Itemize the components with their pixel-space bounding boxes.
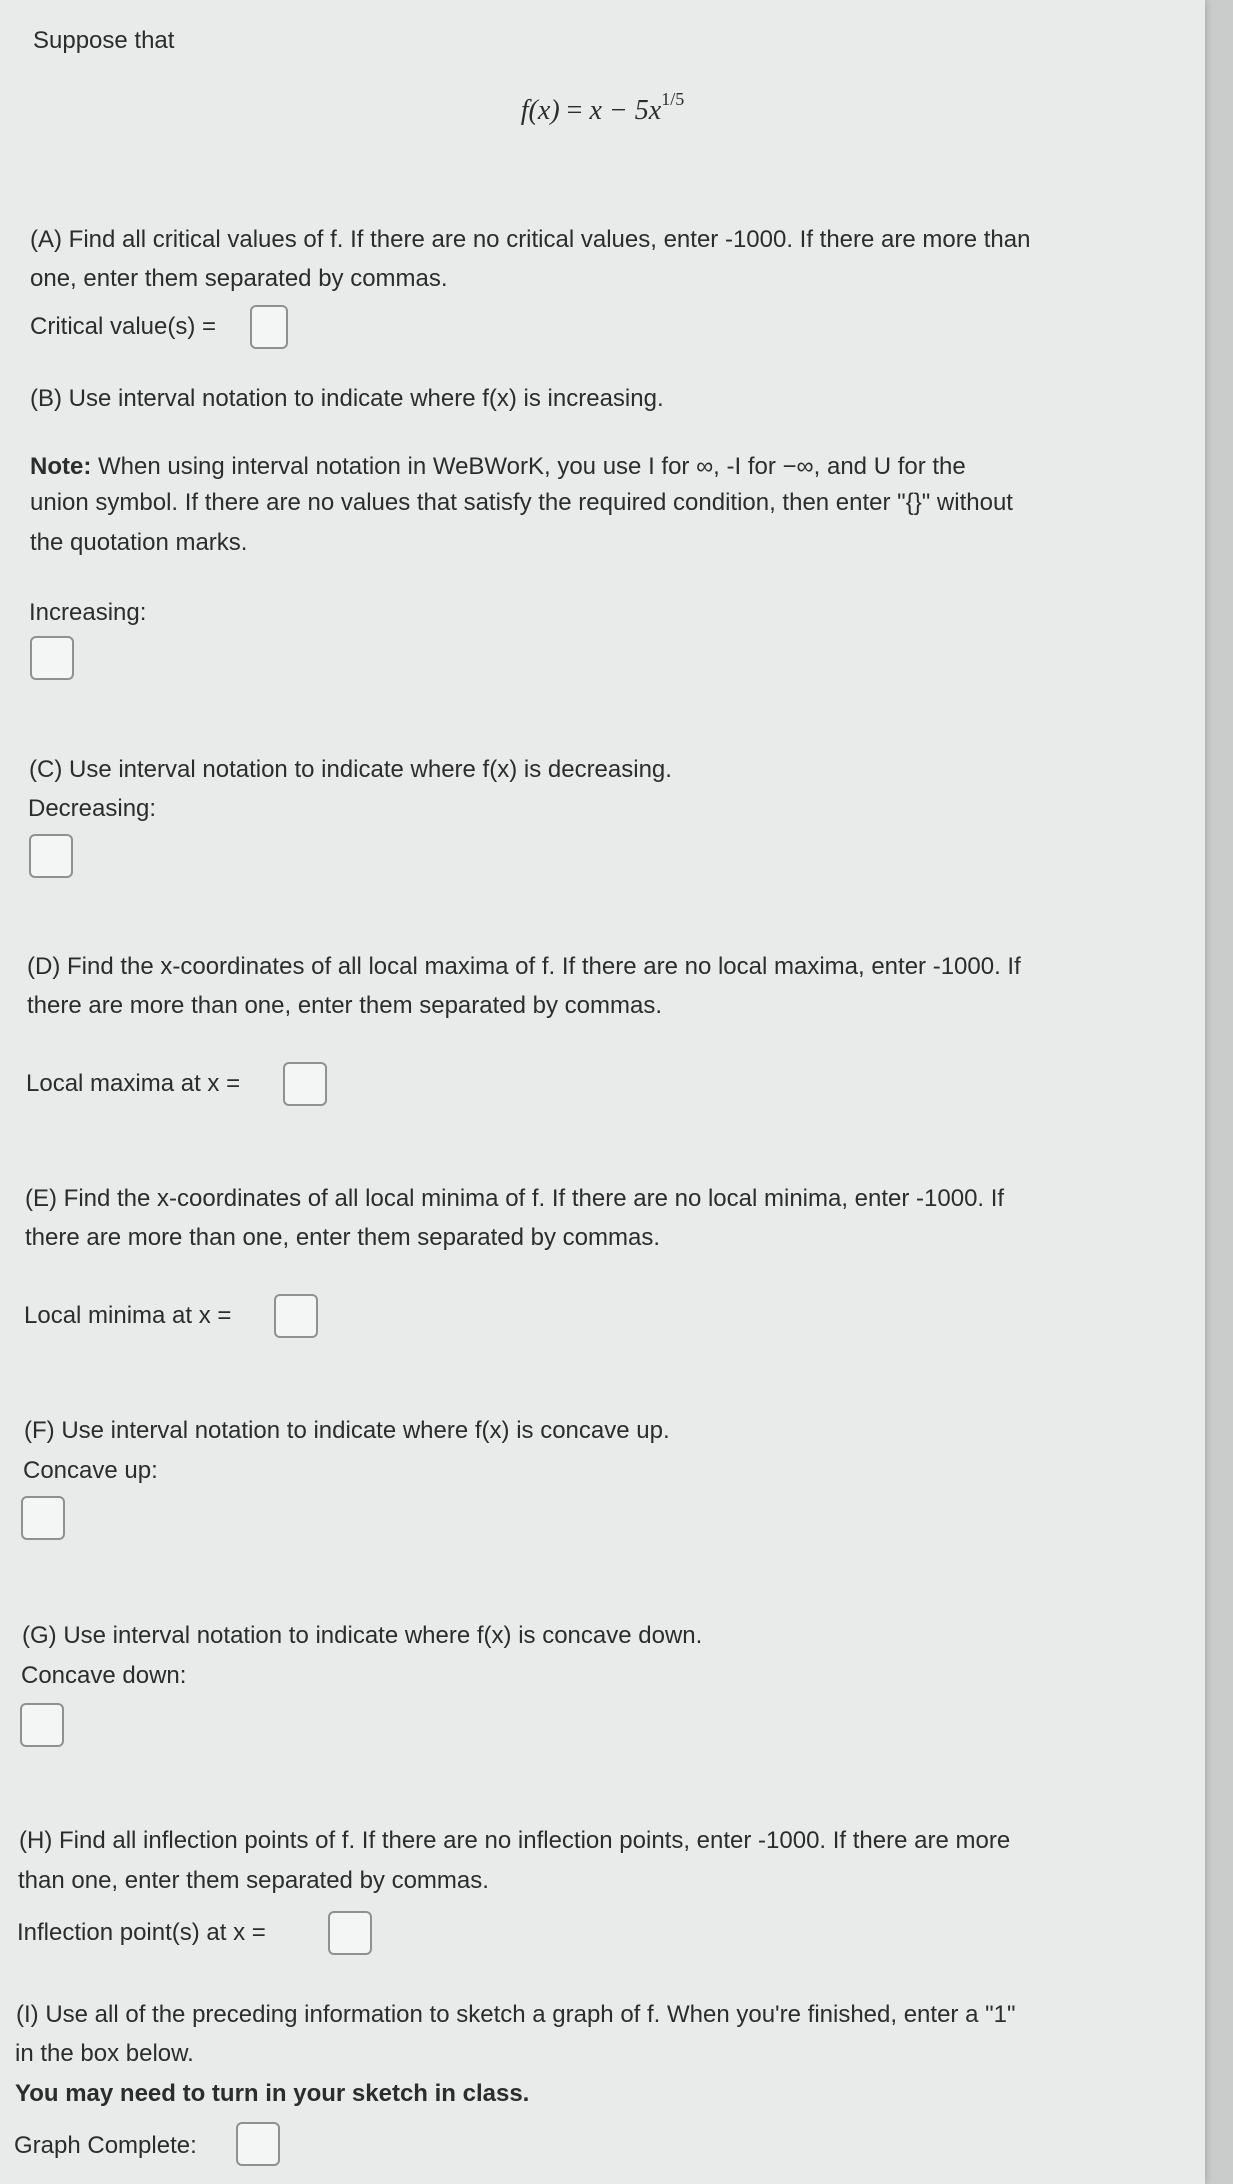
increasing-input[interactable] [30, 636, 74, 680]
formula-lhs: f(x) [520, 95, 560, 126]
part-g-line1: (G) Use interval notation to indicate where f(x) is concave down. [22, 1622, 703, 1649]
graph-complete-label: Graph Complete: [14, 2132, 197, 2159]
part-e-line1: (E) Find the x-coordinates of all local minima of f. If there are no local minima, enter -1000. If [25, 1185, 1005, 1212]
note-line2: union symbol. If there are no values that satisfy the required condition, then enter "{}" without [30, 489, 1013, 516]
sketch-note: You may need to turn in your sketch in class. [15, 2080, 530, 2107]
concave-down-label: Concave down: [21, 1662, 187, 1689]
intro-text: Suppose that [33, 27, 175, 54]
graph-complete-input[interactable] [236, 2122, 280, 2166]
formula-equals: = [566, 95, 583, 126]
part-c-line1: (C) Use interval notation to indicate where f(x) is decreasing. [29, 756, 672, 783]
note-line1 [30, 448, 966, 486]
note-bold: Note: [30, 453, 92, 480]
concave-down-input[interactable] [20, 1703, 64, 1747]
note-line3: the quotation marks. [30, 529, 248, 556]
local-minima-label: Local minima at x = [24, 1302, 232, 1329]
part-d-line1: (D) Find the x-coordinates of all local maxima of f. If there are no local maxima, enter -1000. If [27, 953, 1021, 980]
formula-rhs: x − 5x [589, 95, 662, 126]
function-formula [0, 80, 1205, 130]
part-i-line2: in the box below. [15, 2040, 194, 2067]
part-b-line1: (B) Use interval notation to indicate where f(x) is increasing. [30, 385, 664, 412]
note-line1-text: When using interval notation in WeBWorK, you use I for ∞, -I for −∞, and U for the [91, 453, 966, 480]
inflection-points-label: Inflection point(s) at x = [17, 1919, 266, 1946]
formula-exponent: 1/5 [661, 89, 685, 109]
concave-up-label: Concave up: [23, 1457, 158, 1484]
critical-values-input[interactable] [250, 305, 288, 349]
local-minima-input[interactable] [274, 1294, 318, 1338]
part-f-line1: (F) Use interval notation to indicate where f(x) is concave up. [24, 1417, 670, 1444]
decreasing-input[interactable] [29, 834, 73, 878]
part-a-line1: (A) Find all critical values of f. If there are no critical values, enter -1000. If there are more than [30, 226, 1031, 253]
part-e-line2: there are more than one, enter them separated by commas. [25, 1224, 661, 1251]
local-maxima-label: Local maxima at x = [26, 1070, 241, 1097]
critical-values-label: Critical value(s) = [30, 313, 217, 340]
part-d-line2: there are more than one, enter them separated by commas. [27, 992, 663, 1019]
part-h-line1: (H) Find all inflection points of f. If there are no inflection points, enter -1000. If there are more [19, 1827, 1011, 1854]
local-maxima-input[interactable] [283, 1062, 327, 1106]
part-a-line2: one, enter them separated by commas. [30, 265, 448, 292]
part-i-line1: (I) Use all of the preceding information to sketch a graph of f. When you're finished, enter a "1" [16, 2001, 1016, 2028]
increasing-label: Increasing: [29, 599, 147, 626]
part-h-line2: than one, enter them separated by commas. [18, 1867, 489, 1894]
decreasing-label: Decreasing: [28, 795, 157, 822]
inflection-points-input[interactable] [328, 1911, 372, 1955]
concave-up-input[interactable] [21, 1496, 65, 1540]
